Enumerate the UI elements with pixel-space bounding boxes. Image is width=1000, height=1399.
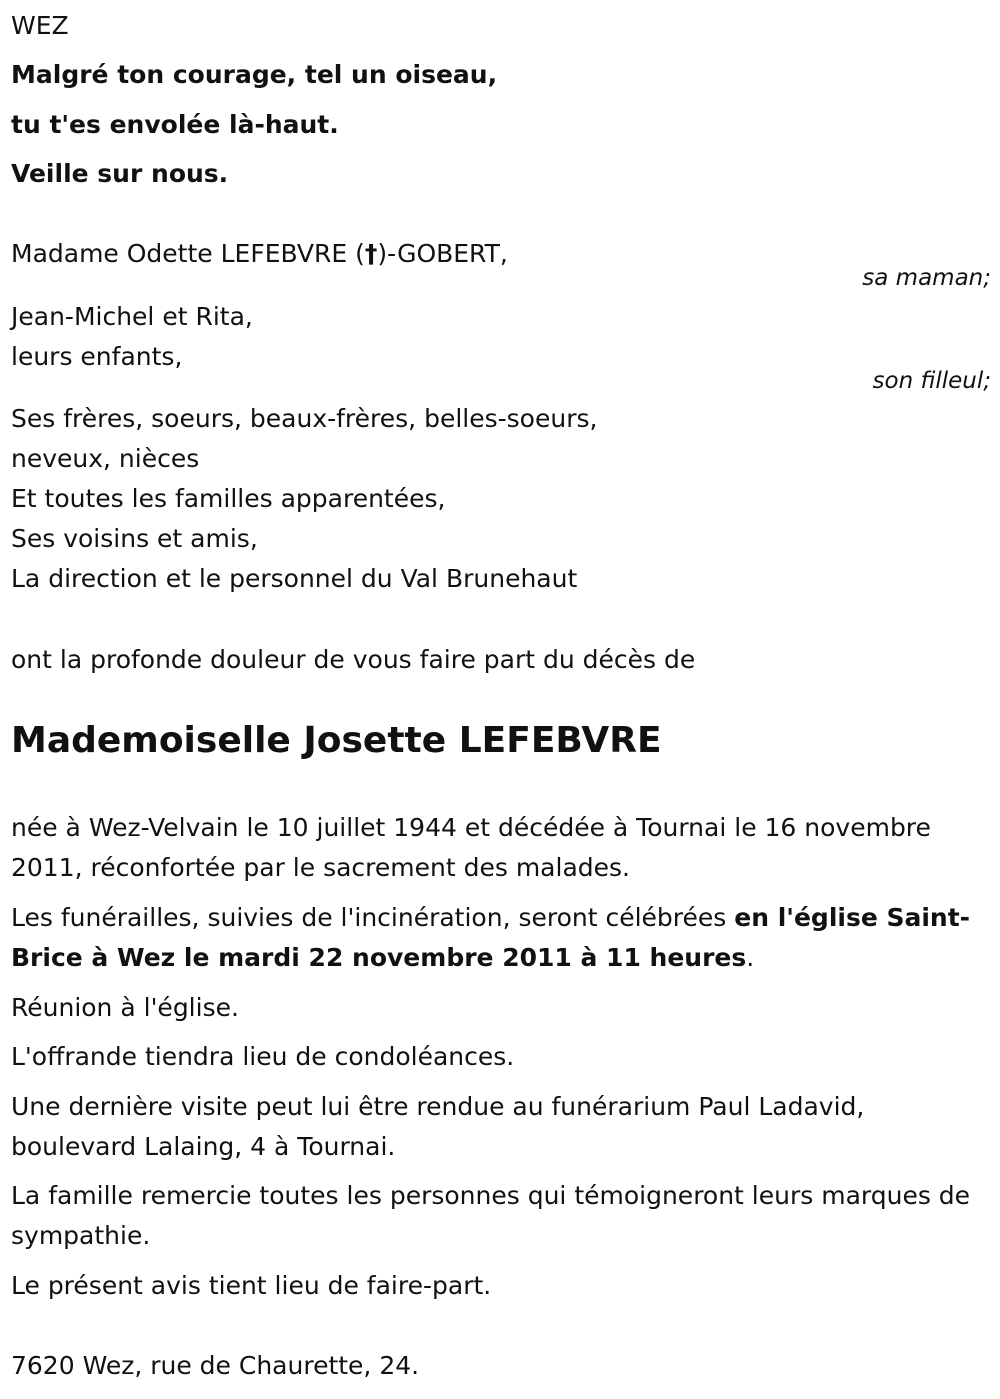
funeral-location-date: en l'église Saint-Brice à Wez le mardi 22 novembre 2011 à 11 heures [11, 903, 971, 972]
offering-paragraph: L'offrande tiendra lieu de condoléances. [11, 1042, 515, 1071]
birth-death-paragraph: née à Wez-Velvain le 10 juillet 1944 et décédée à Tournai le 16 novembre 2011, réconfortée par le sacrement des malades. [11, 813, 931, 882]
poem-line-1: Malgré ton courage, tel un oiseau, [11, 60, 498, 89]
visit-paragraph: Une dernière visite peut lui être rendue au funérarium Paul Ladavid, boulevard Lalaing, 4 à Tournai. [11, 1092, 865, 1161]
family-line: La direction et le personnel du Val Brunehaut [11, 564, 578, 593]
thanks-paragraph: La famille remercie toutes les personnes qui témoigneront leurs marques de sympathie. [11, 1181, 971, 1250]
poem-line-2: tu t'es envolée là-haut. [11, 110, 339, 139]
address-footer: 7620 Wez, rue de Chaurette, 24. [11, 1351, 420, 1380]
mother-relation: sa maman; [862, 265, 991, 291]
poem-line-3: Veille sur nous. [11, 159, 229, 188]
announcement-intro: ont la profonde douleur de vous faire part du décès de [11, 645, 696, 674]
family-line: neveux, nièces [11, 444, 200, 473]
funeral-paragraph [11, 898, 986, 978]
cross-icon: † [364, 239, 378, 268]
family-line: Et toutes les familles apparentées, [11, 484, 446, 513]
godson-relation: son filleul; [872, 368, 991, 394]
godson-names: Jean-Michel et Rita, [11, 302, 253, 331]
mother-name-prefix: Madame Odette LEFEBVRE ( [11, 239, 365, 268]
mother-line [11, 238, 508, 270]
funeral-text: Les funérailles, suivies de l'incinération, seront célébrées [11, 903, 735, 932]
godson-children: leurs enfants, [11, 342, 183, 371]
family-line: Ses frères, soeurs, beaux-frères, belles-soeurs, [11, 404, 598, 433]
mother-name-suffix: )-GOBERT, [377, 239, 508, 268]
notice-paragraph: Le présent avis tient lieu de faire-part. [11, 1271, 492, 1300]
deceased-name: Mademoiselle Josette LEFEBVRE [11, 720, 662, 761]
funeral-end: . [746, 943, 755, 972]
location-header: WEZ [11, 11, 69, 40]
meeting-paragraph: Réunion à l'église. [11, 993, 239, 1022]
family-line: Ses voisins et amis, [11, 524, 258, 553]
